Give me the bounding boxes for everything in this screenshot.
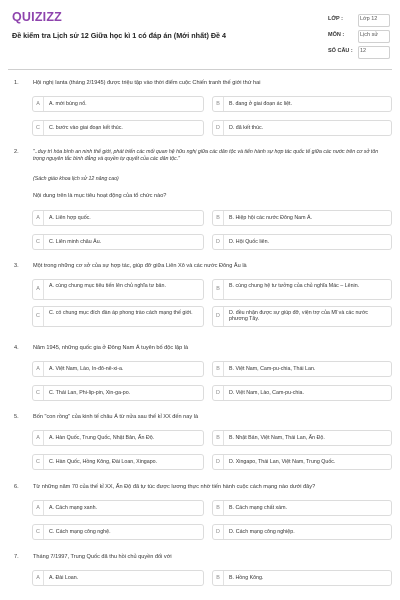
option-text: A. Hàn Quốc, Trung Quốc, Nhật Bản, Ấn Độ.: [49, 434, 155, 441]
option-b[interactable]: [212, 210, 392, 226]
option-a[interactable]: [32, 500, 204, 516]
option-letter: A: [33, 571, 44, 585]
option-letter: A: [33, 362, 44, 376]
meta-subject-value: Lịch sử: [360, 32, 379, 38]
option-text: D. Xingapo, Thái Lan, Việt Nam, Trung Quốc.: [229, 458, 336, 465]
option-letter: B: [213, 362, 224, 376]
option-b[interactable]: [212, 430, 392, 446]
option-text: C. Liên minh châu Âu.: [49, 238, 102, 245]
question-text: Năm 1945, những quốc gia ở Đông Nam Á tuyên bố độc lập là: [33, 345, 189, 351]
question-text: Một trong những cơ sở của sự hợp tác, giúp đỡ giữa Liên Xô và các nước Đông Âu là: [33, 263, 247, 269]
option-text: B. Hồng Kông.: [229, 574, 264, 581]
question-text: Nội dung trên là mục tiêu hoạt động của tổ chức nào?: [33, 193, 167, 199]
option-letter: B: [213, 571, 224, 585]
option-letter: C: [33, 121, 44, 135]
option-text: C. Thái Lan, Phi-lip-pin, Xin-ga-po.: [49, 389, 131, 396]
option-text: B. Hiệp hội các nước Đông Nam Á.: [229, 214, 312, 221]
meta-class-label: LỚP :: [328, 16, 343, 22]
option-letter: D: [213, 525, 224, 539]
question-number: 5.: [14, 414, 19, 420]
question-number: 3.: [14, 263, 19, 269]
option-b[interactable]: [212, 570, 392, 586]
header-divider: [8, 69, 392, 70]
option-a[interactable]: [32, 210, 204, 226]
option-text: A. cùng chung mục tiêu tiến lên chủ nghĩa tư bản.: [49, 282, 166, 289]
option-c[interactable]: [32, 120, 204, 136]
option-d[interactable]: [212, 120, 392, 136]
option-letter: D: [213, 386, 224, 400]
question-number: 6.: [14, 484, 19, 490]
option-b[interactable]: [212, 361, 392, 377]
option-c[interactable]: [32, 524, 204, 540]
quizizz-logo: QUIZIZZ: [12, 10, 63, 24]
option-letter: A: [33, 280, 44, 299]
option-d[interactable]: [212, 524, 392, 540]
option-c[interactable]: [32, 454, 204, 470]
option-letter: B: [213, 97, 224, 111]
meta-subject: [328, 30, 390, 42]
option-letter: B: [213, 501, 224, 515]
option-text: B. đang ở giai đoạn ác liệt.: [229, 100, 292, 107]
option-text: D. Cách mạng công nghiệp.: [229, 528, 295, 535]
option-letter: B: [213, 280, 224, 299]
option-a[interactable]: [32, 279, 204, 300]
option-letter: B: [213, 431, 224, 445]
question-quote: "..duy trì hòa bình an ninh thế giới, phát triển các mối quan hệ hữu nghị giữa các dân tộc và tiến hành sự hợp tác quốc tế giữa các nước trên cơ sở tôn trọng nguyên tắc bình đẳng và quyền tự quyết của các dân tộc.": [33, 149, 379, 162]
question-text: Từ những năm 70 của thế kỉ XX, Ấn Độ đã tự túc được lương thực nhờ tiến hành cuộc cách mạng nào dưới đây?: [33, 484, 316, 490]
option-a[interactable]: [32, 96, 204, 112]
question-number: 7.: [14, 554, 19, 560]
option-text: C. Hàn Quốc, Hồng Kông, Đài Loan, Xingapo.: [49, 458, 158, 465]
option-letter: C: [33, 525, 44, 539]
option-text: A. Liên hợp quốc.: [49, 214, 91, 221]
option-c[interactable]: [32, 234, 204, 250]
meta-class: [328, 14, 390, 26]
option-letter: B: [213, 211, 224, 225]
option-text: C. bước vào giai đoạn kết thúc.: [49, 124, 123, 131]
option-letter: C: [33, 235, 44, 249]
option-a[interactable]: [32, 361, 204, 377]
option-letter: C: [33, 307, 44, 326]
option-letter: C: [33, 455, 44, 469]
option-letter: D: [213, 121, 224, 135]
question-text: Hội nghị Ianta (tháng 2/1945) được triệu tập vào thời điểm cuộc Chiến tranh thế giới thứ hai: [33, 80, 261, 86]
option-letter: A: [33, 431, 44, 445]
document-title: Đề kiểm tra Lịch sử 12 Giữa học kì 1 có đáp án (Mới nhất) Đề 4: [12, 31, 227, 40]
meta-class-value: Lớp 12: [360, 16, 378, 22]
meta-count-label: SỐ CÂU :: [328, 48, 353, 54]
option-letter: A: [33, 211, 44, 225]
option-letter: D: [213, 455, 224, 469]
option-a[interactable]: [32, 430, 204, 446]
option-text: B. Cách mạng chất xám.: [229, 504, 287, 511]
option-letter: C: [33, 386, 44, 400]
question-number: 2.: [14, 149, 19, 155]
option-text: C. Cách mạng công nghệ.: [49, 528, 111, 535]
option-d[interactable]: [212, 306, 392, 327]
option-text: B. cùng chung hệ tư tưởng của chủ nghĩa Mác – Lênin.: [229, 282, 360, 289]
option-text: D. Hội Quốc liên.: [229, 238, 270, 245]
worksheet-header: [0, 0, 400, 68]
option-c[interactable]: [32, 385, 204, 401]
option-c[interactable]: [32, 306, 204, 327]
option-letter: D: [213, 235, 224, 249]
option-text: A. Việt Nam, Lào, In-đô-nê-xi-a.: [49, 365, 124, 372]
option-d[interactable]: [212, 454, 392, 470]
question-text: Bốn "con rồng" của kinh tế châu Á từ nửa sau thế kỉ XX đến nay là: [33, 414, 199, 420]
option-text: A. Đài Loan.: [49, 574, 79, 581]
option-b[interactable]: [212, 279, 392, 300]
option-d[interactable]: [212, 234, 392, 250]
option-text: A. Cách mạng xanh.: [49, 504, 97, 511]
meta-question-count: [328, 46, 390, 58]
option-b[interactable]: [212, 96, 392, 112]
meta-count-value: 12: [360, 48, 367, 54]
question-number: 1.: [14, 80, 19, 86]
option-text: A. mới bùng nổ.: [49, 100, 87, 107]
option-letter: A: [33, 501, 44, 515]
option-b[interactable]: [212, 500, 392, 516]
option-letter: D: [213, 307, 224, 326]
option-text: D. đã kết thúc.: [229, 124, 264, 131]
option-text: D. đều nhận được sự giúp đỡ, viện trợ của Mĩ và các nước phương Tây.: [229, 309, 369, 323]
option-d[interactable]: [212, 385, 392, 401]
option-a[interactable]: [32, 570, 204, 586]
question-source: (Sách giáo khoa lịch sử 12 nâng cao): [33, 176, 119, 182]
option-letter: A: [33, 97, 44, 111]
option-text: B. Nhật Bản, Việt Nam, Thái Lan, Ấn Độ.: [229, 434, 325, 441]
question-text: Tháng 7/1997, Trung Quốc đã thu hồi chủ quyền đối với: [33, 554, 172, 560]
question-number: 4.: [14, 345, 19, 351]
option-text: C. có chung mục đích đàn áp phong trào cách mạng thế giới.: [49, 309, 193, 316]
option-text: D. Việt Nam, Lào, Cam-pu-chia.: [229, 389, 304, 396]
meta-subject-label: MÔN :: [328, 32, 345, 38]
option-text: B. Việt Nam, Cam-pu-chia, Thái Lan.: [229, 365, 316, 372]
